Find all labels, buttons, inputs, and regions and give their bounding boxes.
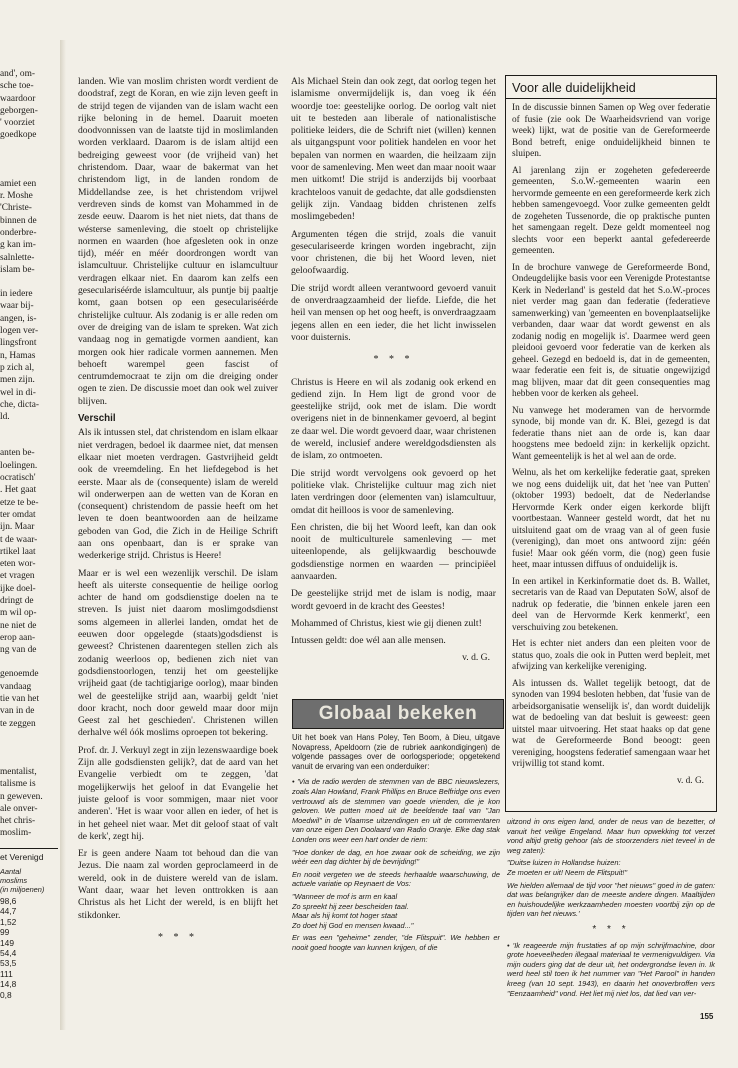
- paragraph: Maar er is wel een wezenlijk verschil. De islam heeft als uiterste consequentie de heilige oorlog achter de hand om godsdienstige doelen na te streven. Is juist niet daarom moslimgodsdienst soms algemeen in allerlei landen, omdat het de eeuwen door opgelegde (staats)godsdienst is geweest? Christenen daarentegen stellen zich als zodanig weerloos op, bedienen zich niet van godsdienstoorlogen, tenzij het om geestelijke vrijheid gaat (de tachtigjarige oorlog), maar binden wel de geestelijke strijd aan, waarbij geldt 'niet door kracht, noch door geweld maar door mijn Geest zal het geschieden'. Christenen willen derhalve wél óók moslims oproepen tot bekering.: [78, 567, 278, 739]
- fragment-line: et vragen: [0, 571, 35, 582]
- fragment-line: amiet een: [0, 178, 37, 189]
- fragment-line: anten be-: [0, 448, 35, 459]
- fragment-line: islam be-: [0, 264, 35, 275]
- table-value: 98,6: [0, 896, 17, 907]
- quote-paragraph: • 'Via de radio werden de stemmen van de BBC nieuwslezers, zoals Alan Howland, Frank Phillips en Bruce Belfridge ons even vertrouwd als de stemmen van goede vrienden, die je kon geloven. We putten moed uit de beeldende taal van "Jan Moedwil" in de Vlaamse uitzendingen en uit de commentaren van onze eigen Den Doolaard van Radio Oranje. Elke dag stak Londen ons weer een hart onder de riem:: [292, 777, 500, 844]
- fragment-line: waardoor: [0, 93, 36, 104]
- fragment-line: che, dicta-: [0, 399, 40, 410]
- fragment-line: men zijn.: [0, 375, 35, 386]
- fragment-line: [0, 166, 58, 178]
- fragment-line: p zich al,: [0, 362, 35, 373]
- fragment-line: ale onver-: [0, 803, 38, 814]
- fragment-line: tie van het: [0, 694, 40, 705]
- fragment-line: t de waar-: [0, 534, 38, 545]
- paragraph: Argumenten tégen die strijd, zoals die vanuit geseculariseerde kringen worden ingebracht, zijn voor christenen, die bij het Woord leven, niet geloofwaardig.: [291, 228, 496, 277]
- author-signature: v. d. G.: [462, 652, 490, 664]
- fragment-line: moslim-: [0, 828, 32, 839]
- paragraph: Al jarenlang zijn er zogeheten gefedereerde gemeenten, S.o.W.-gemeenten waarin een hervormde gemeente en een gereformeerde kerk zich hebben samengevoegd. Voor zulke gemeenten geldt de zogeheten Tussenorde, die op praktische punten het samengaan regelt. Deze geldt momenteel nog slechts voor een beperkt aantal gefedereerde gemeenten.: [512, 165, 710, 256]
- fragment-line: g kan im-: [0, 240, 36, 251]
- table-value: 0,8: [0, 989, 12, 1000]
- fragment-line: [0, 423, 58, 435]
- fragment-line: [0, 656, 58, 668]
- table-value: 149: [0, 937, 14, 948]
- fragment-line: te zeggen: [0, 718, 36, 729]
- fragment-line: vandaag: [0, 681, 32, 692]
- section-banner: [292, 699, 504, 729]
- fragment-line: ijke doel-: [0, 583, 36, 594]
- fragment-line: and', om-: [0, 69, 36, 79]
- article-column-1: [78, 76, 278, 1011]
- page-number: 155: [700, 1012, 714, 1021]
- fragment-line: in iedere: [0, 289, 33, 300]
- fragment-line: [0, 142, 58, 154]
- quote-paragraph: "Hoe donker de dag, en hoe zwaar ook de scheiding, we zijn wèér een dag dichter bij de bevrijding!": [292, 847, 500, 867]
- globaal-intro: Uit het boek van Hans Poley, Ten Boom, à Dieu, uitgave Novapress, Apeldoorn (zie de rubriek aankondigingen) de volgende passages over de oorlogsperiode; opgetekend vanuit de ervaring van een onderduiker:: [292, 733, 500, 771]
- table-value: 99: [0, 927, 10, 938]
- fragment-line: [0, 730, 58, 742]
- globaal-column-2: [507, 817, 715, 1007]
- fragment-line: [0, 754, 58, 766]
- quote-line: Zo doet hij God en mensen kwaad...": [292, 920, 414, 930]
- fragment-line: waar bij-: [0, 301, 34, 312]
- fragment-line: n, Hamas: [0, 350, 36, 361]
- fragment-line: het chris-: [0, 816, 36, 827]
- fragment-line: sche toe-: [0, 81, 34, 92]
- article-column-2: [291, 76, 496, 694]
- fragment-line: ocratisch': [0, 473, 36, 484]
- fragment-line: loelingen.: [0, 460, 38, 471]
- fragment-line: binnen de: [0, 215, 37, 226]
- table-value: 14,8: [0, 979, 17, 990]
- box-body: [506, 103, 716, 787]
- paragraph: Die strijd wordt vervolgens ook gevoerd op het politieke vlak. Christelijke cultuur mag zich niet laten verdringen door (elementen van) islamcultuur, omdat dit heilloos is voor de samenleving.: [291, 467, 496, 516]
- fragment-line: ijn. Maar: [0, 522, 35, 533]
- fragment-line: [0, 154, 58, 166]
- fragment-line: van in de: [0, 706, 35, 717]
- fragment-line: salnlette-: [0, 252, 35, 263]
- quote-line: Maar als hij komt tot hoger staat: [292, 911, 398, 921]
- fragment-line: talisme is: [0, 779, 36, 790]
- paragraph: Er is geen andere Naam tot behoud dan die van Jezus. Die naam zal worden geproclameerd in de wereld, ook in de duistere wereld van de islam. Want daar, waar het leven onttrokken is aan Christus als het Licht der wereld, is en blijft het stikdonker.: [78, 848, 278, 921]
- fragment-line: etze te be-: [0, 497, 39, 508]
- fragment-line: ld.: [0, 412, 10, 423]
- table-header-line: (in miljoenen): [0, 885, 45, 895]
- paragraph: In een artikel in Kerkinformatie doet ds. B. Wallet, secretaris van de Raad van Deputaten SoW, alsof de nadruk op federatie, die 'binnen enkele jaren een deel van de Hervormde Kerk kenmerkt', een verschuiving zou betekenen.: [512, 576, 710, 633]
- quote-paragraph: • 'Ik reageerde mijn frustaties af op mijn schrijfmachine, door grote hoeveelheden illegaal materiaal te vermenigvuldigen. Via mijn ouders ging dat de deur uit, het ondergrondse leven in. Ik werd heel stil toen ik het nummer van "Het Parool" in handen kreeg (van 10 sept. 1943), en daarin het onoverbroffen vers "Eenzaamheid" vond. Het liet mij niet los, dat lied van ver-: [507, 940, 715, 998]
- paragraph: Het is echter niet anders dan een pleiten voor de status quo, zoals die ook in Putten werd bepleit, met afwijzing van kerkelijke vereniging.: [512, 639, 710, 672]
- fragment-line: dringt de: [0, 595, 34, 606]
- fragment-line: ter omdat: [0, 509, 36, 520]
- quote-paragraph: En nooit vergeten we de steeds herhaalde waarschuwing, de actuele variatie op Reynaert de Vos:: [292, 869, 500, 889]
- fragment-line: . Het gaat: [0, 485, 37, 496]
- paragraph: Christus is Heere en wil als zodanig ook erkend en gediend zijn. In Hem ligt de grond voor de geestelijke strijd, ook met de islam. Die wordt overigens niet in de binnenkamer gevoerd, al begint ze daar wel. Die wordt gevoerd daar, waar christenen de wereld, inclusief andere wereldgodsdiensten als de islam, zo ontmoeten.: [291, 376, 496, 462]
- paragraph: Die strijd wordt alleen verantwoord gevoerd vanuit de onverdraagzaamheid der liefde. Liefde, die het heil van mensen op het oog heeft, is onverdraagzaam jegens allen en een ieder, die het licht inwisselen voor duisternis.: [291, 282, 496, 343]
- paragraph: Een christen, die bij het Woord leeft, kan dan ook nooit de multiculturele samenleving — met uiteenlopende, als gelijkwaardig beschouwde godsdienstige normen en waarden — principiëel aanvaarden.: [291, 521, 496, 582]
- fragment-line: logen ver-: [0, 326, 39, 337]
- fragment-line: ne niet de: [0, 620, 37, 631]
- table-value: 44,7: [0, 906, 17, 917]
- fragment-line: [0, 742, 58, 754]
- fragment-line: wel in di-: [0, 387, 36, 398]
- fragment-line: m wil op-: [0, 608, 37, 619]
- fragment-line: genoemde: [0, 669, 39, 680]
- paragraph: landen. Wie van moslim christen wordt verdient de doodstraf, zegt de Koran, en wie zijn leven geeft in de strijd tegen de vijanden van de islam wacht een rijke beloning in de hemel. Daaruit moeten doodvonnissen van de laatste tijd in moslimlanden worden verklaard. Daarom is de islam altijd een bedreiging geweest voor (de vrijheid van) het christendom. Daar, waar de bakermat van het christendom ligt, in de landen rondom de Middellandse zee, is het christendom vrijwel verdreven sinds de komst van Mohammed in de zesde eeuw. Daarom is het niet niets, dat thans de wésterse samenleving, die stoelt op christelijke normen en waarden (hoe afgesleten ook in onze tijd), méér en méér doordrongen wordt van islamcultuur. Christelijke cultuur en islamcultuur verdragen elkaar niet. En daarom kan zelfs een geseculariséérde islamcultuur, als puntje bij paaltje komt, gaan botsen op een geseculariséérde christelijke cultuur. Als zodanig is er alle reden om over de dreiging van de islam te spreken. Wat zich vandaag nog in gematigde vormen aandient, kan morgen ook hier radicale vormen aannemen. Men behoeft warempel geen fascist of centrumdemocraat te zijn om die dreiging onder ogen te zien. De discussie moet dan ook wel zuiver blijven.: [78, 76, 278, 407]
- table-value: 54,4: [0, 948, 17, 959]
- section-divider: * * *: [592, 923, 630, 935]
- table-header-line: moslims: [0, 876, 28, 886]
- paragraph: De geestelijke strijd met de islam is nodig, maar wordt gevoerd in de kracht des Geestes!: [291, 588, 496, 612]
- table-label: et Verenigd: [0, 848, 58, 863]
- quote-paragraph: Er was een "geheime" zender, "de Flitspuit". We hebben er nooit goed hoogte van kunnen krijgen, of die: [292, 933, 500, 952]
- banner-title: Globaal bekeken: [318, 703, 478, 724]
- paragraph: In de brochure vanwege de Gereformeerde Bond, Ondeugdelijke basis voor een Verenigde Protestantse Kerk in Nederland' is gesteld dat het S.o.W.-proces niet verder mag gaan dan federatie (federatieve samenwerking) van 'gemeenten en bovenplaatselijke verbanden, daar waar dat wordt gewenst en als zodanig nodig en mogelijk is'. Daarmee werd geen pleidooi gevoerd voor federatie van de kerken als geheel. Gezegd en bedoeld is, dat in de gemeenten, waar federatie een feit is, de situatie ongewijzigd mag blijven, maar dat dit geen consequenties mag hebben voor de kerken als geheel.: [512, 262, 710, 399]
- paragraph: Nu vanwege het moderamen van de hervormde synode, bij monde van dr. K. Blei, gezegd is dat federatie thans niet aan de orde is, kan daar hoogstens mee bedoeld zijn: in kerkelijk opzicht. Want gemeentelijk is het al wel aan de orde.: [512, 405, 710, 462]
- fragment-line: ng van de: [0, 645, 37, 656]
- table-header-line: Aantal: [0, 867, 21, 877]
- fragment-line: r. Moshe: [0, 191, 33, 202]
- sidebar-box: [505, 75, 717, 812]
- fragment-line: 'Christe-: [0, 203, 32, 214]
- fragment-line: onderbre-: [0, 227, 37, 238]
- fragment-line: [0, 435, 58, 447]
- fragment-line: mentalist,: [0, 766, 37, 777]
- quote-line: "Duitse luizen in Hollandse huizen:: [507, 858, 621, 868]
- table-values: [0, 896, 58, 1000]
- left-column-fragment: [0, 68, 58, 1000]
- quote-line: Zo spreekt hij zeer bescheiden taal.: [292, 901, 409, 911]
- fragment-line: [0, 276, 58, 288]
- paragraph: Prof. dr. J. Verkuyl zegt in zijn lezenswaardige boek Zijn alle godsdiensten gelijk?, dat de aard van het Evangelie verbiedt om te zeggen, 'dat mogelijkerwijs het geloof in dat Evangelie het juiste geloof is voor sommigen, maar niet voor anderen'. 'Het is waar voor allen en ieder, of het is in het geheel niet waar. Met dit geloof staat of valt de kerk', zegt hij.: [78, 744, 278, 842]
- paragraph: In de discussie binnen Samen op Weg over federatie of fusie (zie ook De Waarheidsvriend van vorige week) lijkt, wat de positie van de Gereformeerde Bond betreft, enige onduidelijkheid binnen te sluipen.: [512, 103, 710, 159]
- quote-line: "Wanneer de mof is arm en kaal: [292, 891, 398, 901]
- table-value: 53,5: [0, 958, 17, 969]
- fragment-line: ' voorziet: [0, 118, 35, 129]
- fragment-line: n geweven.: [0, 791, 43, 802]
- fragment-line: goedkope: [0, 130, 37, 141]
- page-gutter: [60, 40, 66, 1030]
- paragraph: Welnu, als het om kerkelijke federatie gaat, spreken we nog eens duidelijk uit, dat het 'nee van Putten' (oktober 1993) bedoelt, dat de Nederlandse Hervormde Kerk onder eigen kerkorde blijft voortbestaan. Wanneer gesteld wordt, dat het nu uitsluitend gaat om de vraag van al of geen fusie (vereniging), dan moet ons antwoord zijn: géén fusie! Maar ook géén vorm, die (nog) geen fusie heet, maar intussen diffuus of onduidelijk is.: [512, 468, 710, 570]
- fragment-line: erop aan-: [0, 632, 36, 643]
- quote-line: Ze moeten er uit! Neem de Flitspuit!": [507, 867, 628, 877]
- paragraph: Mohammed of Christus, kiest wie gij dienen zult!: [291, 617, 482, 629]
- paragraph: Intussen geldt: doe wél aan alle mensen.: [291, 635, 446, 647]
- paragraph: Als Michael Stein dan ook zegt, dat oorlog tegen het islamisme onvermijdelijk is, dan voeg ik één woordje toe: geestelijke oorlog. De oorlog valt niet uit te besteden aan liberale of nationalistische politieke leiders, die de Schrift niet (willen) kennen als uitgangspunt voor politiek handelen en voor het bepalen van normen en waarden, die heilzaam zijn voor de samenleving. Men weet dan maar nooit waar men uitkomt! Die strijd is anderzijds bij voorbaat krachteloos vanuit de gedachte, dat alle godsdiensten gelijk zijn. Vandaag bidden christenen zelfs moslimgebeden!: [291, 76, 496, 223]
- table-header: [0, 867, 58, 894]
- quote-paragraph: uitzond in ons eigen land, onder de neus van de bezetter, of vanuit het veilige Engeland. Maar hun opwekking tot verzet vond altijd gretig gehoor (als de stoorzenders niet teveel in de weg zaten):: [507, 817, 715, 855]
- fragment-line: lingsfront: [0, 338, 37, 349]
- fragment-line: rtikel laat: [0, 546, 36, 557]
- box-title: Voor alle duidelijkheid: [506, 76, 716, 99]
- section-divider: * * *: [158, 931, 198, 943]
- fragment-line: angen, is-: [0, 313, 37, 324]
- author-signature: v. d. G.: [676, 775, 704, 786]
- paragraph: Als ik intussen stel, dat christendom en islam elkaar niet verdragen, bedoel ik daarmee niet, dat mensen elkaar niet moeten verdragen. Gastvrijheid geldt ook de vreemdeling. En het liefdegebod is het eerste. Maar als de (consequente) islam de wereld wil onderwerpen aan de wetten van de Koran en (consequent) christendom de passie heeft om het leven te doen beantwoorden aan de heilzame geboden van God, die Zich in de Heilige Schrift aan ons openbaart, dan is er sprake van wederkerige strijd. Christus is Heere!: [78, 427, 278, 562]
- table-value: 111: [0, 968, 13, 979]
- paragraph: Als intussen ds. Wallet tegelijk betoogt, dat de synoden van 1994 besloten hebben, dat 'fusie van de arbeidsorganisatie wenselijk is', dan wordt duidelijk wat de bedoeling van dat besluit is geweest: geen uitstel maar uitvoering. Het staat haaks op dat gene wat de Gereformeerde Bond beoogt: geen vereniging, hoogstens federatief samengaan waar het vrijwillig tot stand komt.: [512, 678, 710, 769]
- section-divider: * * *: [373, 354, 414, 366]
- section-heading: Verschil: [78, 413, 116, 425]
- fragment-line: eten wor-: [0, 559, 36, 570]
- fragment-line: geborgen-: [0, 105, 38, 116]
- globaal-column-1: [292, 733, 500, 1013]
- quote-paragraph: We hielden allemaal de tijd voor "het nieuws" goed in de gaten: dat was belangrijker dan de meeste andere dingen. Maaltijden en huishoudelijke werkzaamheden moesten voortbij zijn op de tijden van het nieuws.': [507, 880, 715, 919]
- table-value: 1,52: [0, 916, 17, 927]
